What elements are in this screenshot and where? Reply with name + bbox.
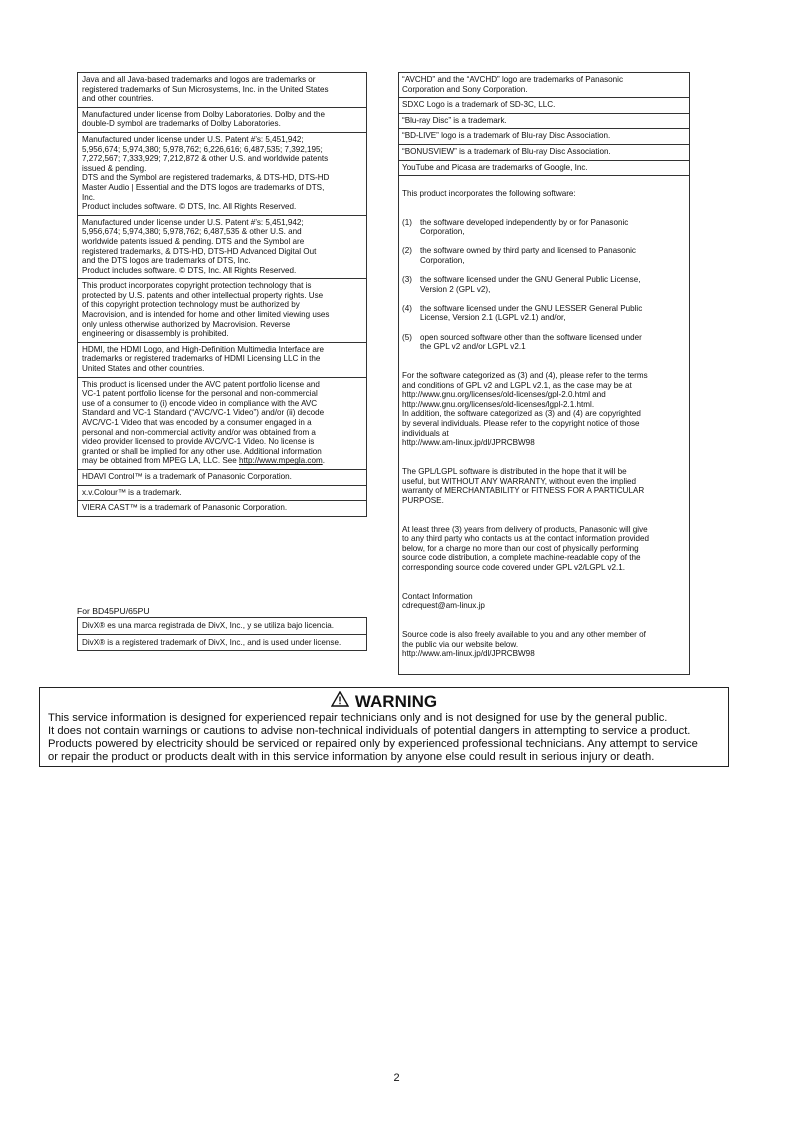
software-item-2: (2) the software owned by third party and licensed to Panasonic Corporation, [402, 246, 636, 265]
warranty-paragraph: The GPL/LGPL software is distributed in the hope that it will be useful, but WITHOUT ANY WARRANTY, without even the implied warranty of MERCHANTABILITY or FITNESS FOR A PARTICULAR PURPOSE. [402, 466, 645, 505]
gpl-terms-paragraph: For the software categorized as (3) and (4), please refer to the terms and conditions of GPL v2 and LGPL v2.1, as the case may be at http://www.gnu.org/licenses/old-licenses/gpl-2.0.html and http://www.gnu.org/licenses/old-licenses/lgpl-2.1.html. In addition, the software categorized as (3) and (4) are copyrighted by several individuals. Please refer to the copyright notice of those individuals at http://www.am-linux.jp/dl/JPRCBW98 [402, 371, 648, 448]
warning-box [39, 687, 729, 767]
avchd-notice: “AVCHD” and the “AVCHD” logo are trademarks of Panasonic Corporation and Sony Corporation. [399, 73, 689, 98]
software-item-5: (5) open sourced software other than the software licensed under the GPL v2 and/or LGPL v2.1 [402, 332, 642, 352]
sdxc-notice: SDXC Logo is a trademark of SD-3C, LLC. [399, 98, 689, 114]
source-offer-paragraph: At least three (3) years from delivery of products, Panasonic will give to any third party who contacts us at the contact information provided below, for a charge no more than our cost of physically performing source code distribution, a complete machine-readable copy of the corresponding source code covered under GPL v2/LGPL v2.1. [402, 524, 649, 572]
avc-notice-text: This product is licensed under the AVC patent portfolio license and VC-1 patent portfolio license for the personal and non-commercial use of a consumer to (i) encode video in compliance with the AVC Standard and VC-1 Standard (“AVC/VC-1 Video”) and/or (ii) decode AVC/VC-1 Video that was encoded by a consumer engaged in a personal and non-commercial activity and/or was obtained from a video provider licensed to provide AVC/VC-1 Video. No license is granted or shall be implied for any other use. Additional information may be obtained from MPEG LA, LLC. See [82, 379, 325, 466]
divx-spanish-notice: DivX® es una marca registrada de DivX, Inc., y se utiliza bajo licencia. [78, 618, 366, 635]
contact-paragraph: Contact Information cdrequest@am-linux.jp [402, 591, 485, 611]
page-number: 2 [393, 1072, 400, 1084]
java-notice: Java and all Java-based trademarks and logos are trademarks or registered trademarks of Sun Microsystems, Inc. in the United States and other countries. [78, 73, 366, 108]
avc-notice [78, 378, 366, 470]
youtube-picasa-notice: YouTube and Picasa are trademarks of Google, Inc. [399, 161, 689, 177]
avc-notice-tail: . [322, 456, 325, 466]
warning-text: This service information is designed for experienced repair technicians only and is not designed for use by the general public. It does not contain warnings or cautions to advise non-technical individuals of potential dangers in attempting to service a product. Products powered by electricity should be serviced or repaired only by experienced professional technicians. Any attempt to service or repair the product or products dealt with in this service information by anyone else could result in serious injury or death. [48, 712, 698, 763]
warning-triangle-icon [331, 691, 349, 712]
divx-notice-box [77, 617, 367, 651]
software-license-block [399, 176, 689, 674]
divx-english-notice: DivX® is a registered trademark of DivX, Inc., and is used under license. [82, 637, 342, 647]
dts-hd-advanced-notice: Manufactured under license under U.S. Patent #’s: 5,451,942; 5,956,674; 5,974,380; 5,978,762; 6,487,535 & other U.S. and worldwide patents issued & pending. DTS and the Symbol are registered trademarks, & DTS-HD, DTS-HD Advanced Digital Out and the DTS logos are trademarks of DTS, Inc. Product includes software. © DTS, Inc. All Rights Reserved. [78, 216, 366, 280]
software-item-4: (4) the software licensed under the GNU LESSER General Public License, Version 2.1 (LGPL v2.1) and/or, [402, 303, 643, 323]
source-available-paragraph: Source code is also freely available to you and any other member of the public via our website below. http://www.am-linux.jp/dl/JPRCBW98 [402, 630, 646, 659]
right-notices-box [398, 72, 690, 675]
hdavi-notice: HDAVI Control™ is a trademark of Panasonic Corporation. [78, 470, 366, 486]
mpegla-link[interactable]: http://www.mpegla.com [239, 456, 323, 466]
software-intro: This product incorporates the following software: [402, 188, 576, 198]
macrovision-notice: This product incorporates copyright protection technology that is protected by U.S. patents and other intellectual property rights. Use of this copyright protection technology must be authorized by Macrovision, and is intended for home and other limited viewing uses only unless otherwise authorized by Macrovision. Reverse engineering or disassembly is prohibited. [78, 279, 366, 343]
software-item-1: (1) the software developed independently by or for Panasonic Corporation, [402, 217, 629, 237]
software-list [402, 208, 686, 362]
software-item-3: (3) the software licensed under the GNU General Public License, Version 2 (GPL v2), [402, 275, 641, 294]
bonusview-notice: “BONUSVIEW” is a trademark of Blu-ray Disc Association. [399, 145, 689, 161]
divx-model-label: For BD45PU/65PU [77, 606, 150, 616]
dts-hd-master-audio-notice: Manufactured under license under U.S. Patent #’s: 5,451,942; 5,956,674; 5,974,380; 5,978,762; 6,226,616; 6,487,535; 7,392,195; 7,272,567; 7,333,929; 7,212,872 & other U.S. and worldwide patents issued & pending. DTS and the Symbol are registered trademarks, & DTS-HD, DTS-HD Master Audio | Essential and the DTS logos are trademarks of DTS, Inc. Product includes software. © DTS, Inc. All Rights Reserved. [78, 133, 366, 216]
bdlive-notice: “BD-LIVE” logo is a trademark of Blu-ray Disc Association. [399, 129, 689, 145]
hdmi-notice: HDMI, the HDMI Logo, and High-Definition Multimedia Interface are trademarks or registered trademarks of HDMI Licensing LLC in the United States and other countries. [78, 343, 366, 378]
warning-title: WARNING [354, 691, 438, 711]
dolby-notice: Manufactured under license from Dolby Laboratories. Dolby and the double-D symbol are trademarks of Dolby Laboratories. [78, 108, 366, 133]
warning-title-row [48, 691, 720, 712]
left-notices-box [77, 72, 367, 517]
xvcolour-notice: x.v.Colour™ is a trademark. [78, 486, 366, 502]
bluray-notice: “Blu-ray Disc” is a trademark. [399, 114, 689, 130]
viera-cast-notice: VIERA CAST™ is a trademark of Panasonic Corporation. [82, 503, 288, 513]
